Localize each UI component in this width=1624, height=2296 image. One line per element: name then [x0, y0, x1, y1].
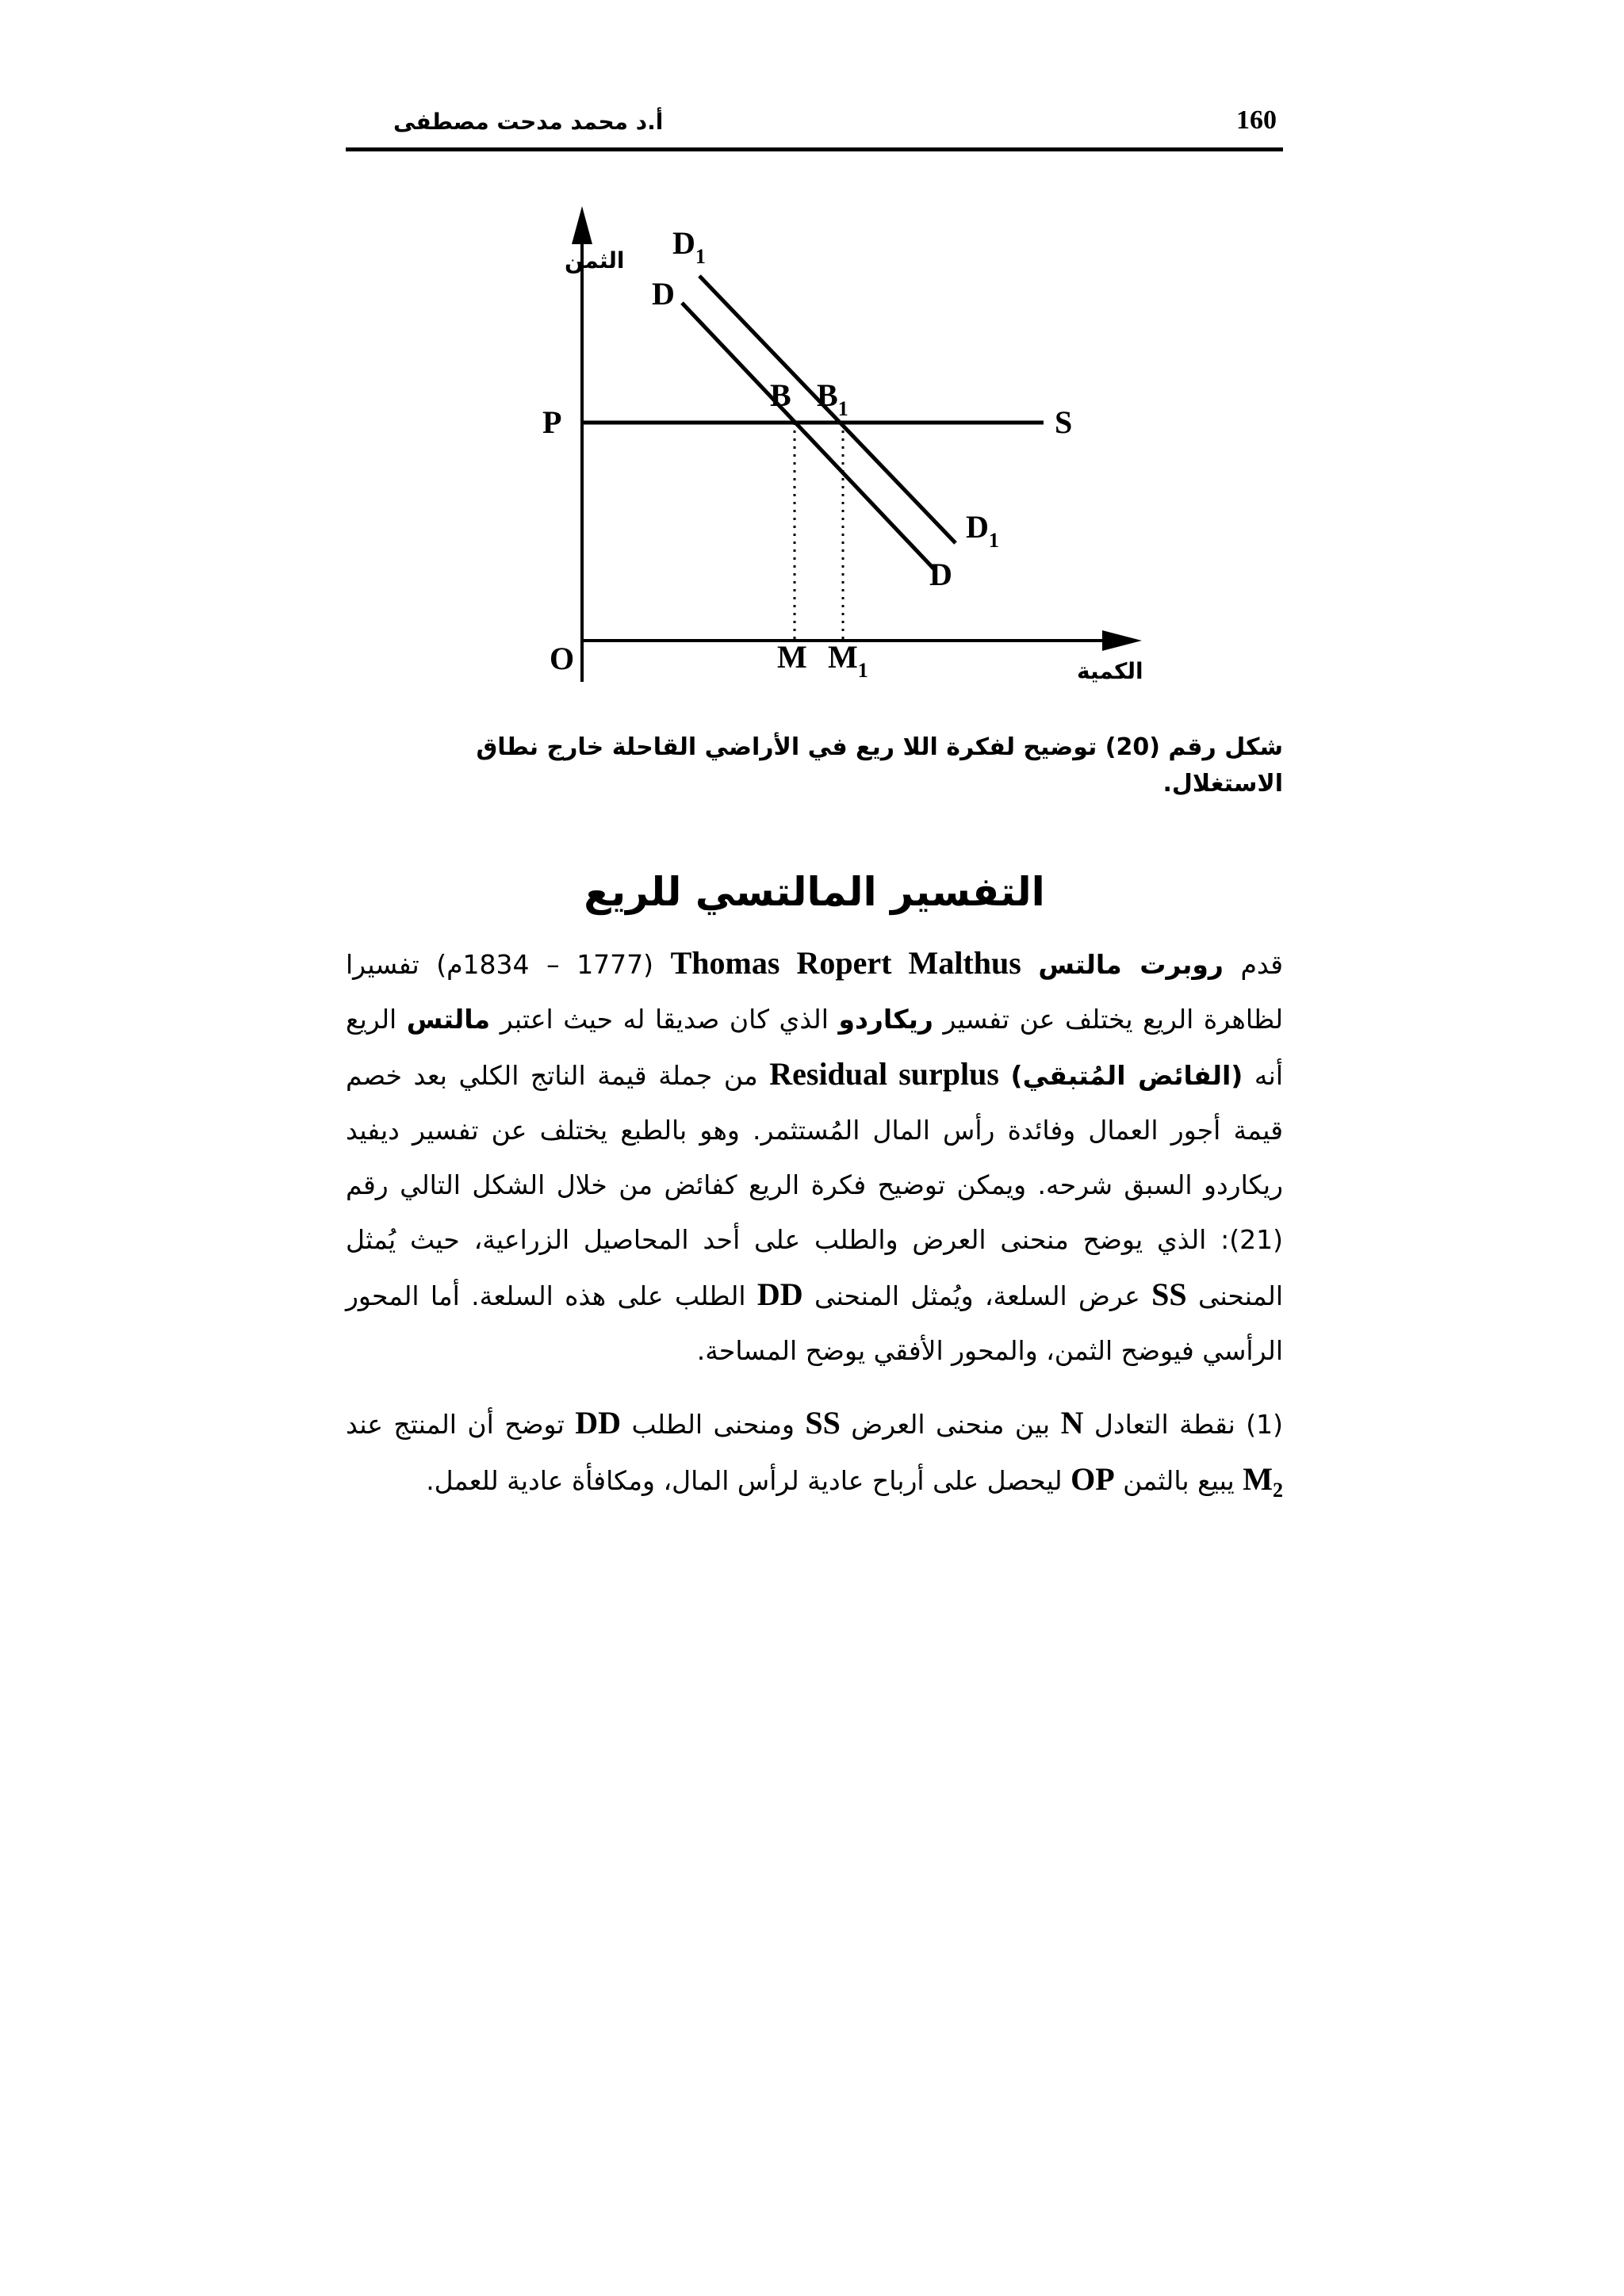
text-run: ومنحنى الطلب [621, 1409, 806, 1440]
term-m2-letter: M [1243, 1461, 1273, 1497]
label-b: B [770, 377, 791, 413]
label-origin: O [550, 641, 575, 676]
label-s: S [1055, 404, 1073, 440]
figure-svg [476, 206, 1189, 714]
text-run: الذي كان صديقا له حيث اعتبر [490, 1004, 839, 1035]
term-ss: SS [805, 1405, 841, 1441]
name-arabic: روبرت مالتس [1038, 949, 1224, 980]
text-run: تفسيرا لظاهرة الريع يختلف عن تفسير [346, 949, 1283, 1035]
y-axis-arrow [572, 206, 592, 244]
section-title: التفسير المالتسي للريع [584, 869, 1045, 915]
term-dd: DD [575, 1405, 622, 1441]
text-run: من جملة قيمة الناتج الكلي بعد خصم قيمة أجور العمال وفائدة رأس المال المُستثمر. وهو بالطبع يختلف عن تفسير ديفيد ريكاردو السبق شرحه. ويمكن توضيح فكرة الريع كفائض من خلال الشكل التالي رقم (21): الذي يوضح منحنى العرض والطلب على أحد المحاصيل الزراعية، حيث يُمثل المنحنى [346, 1060, 1283, 1311]
label-d-bottom: D [929, 557, 952, 592]
years: (1777 – 1834م) [419, 949, 671, 980]
label-d-top: D [652, 276, 675, 312]
x-axis-arrow [1102, 630, 1142, 651]
paragraph-1 [346, 936, 1283, 1378]
body-text [346, 936, 1283, 1517]
text-run: عرض السلعة، ويُمثل المنحنى [802, 1280, 1152, 1311]
term-ss: SS [1151, 1276, 1187, 1312]
text-run: الطلب على هذه السلعة. أما المحور الرأسي فيوضح الثمن، والمحور الأفقي يوضح المساحة. [346, 1280, 1283, 1366]
demand-line-d [682, 303, 936, 571]
label-m1: $M_1$ [828, 639, 868, 682]
label-d1-bottom: $D_1$ [966, 509, 999, 552]
author-name: أ.د محمد مدحت مصطفى [393, 109, 664, 135]
page-number: 160 [1236, 105, 1277, 135]
text-run: ليحصل على أرباح عادية لرأس المال، ومكافأة عادية للعمل. [426, 1465, 1071, 1496]
text-run: بين منحنى العرض [840, 1409, 1061, 1440]
text-run: (1) نقطة التعادل [1083, 1409, 1284, 1440]
x-axis-label: الكمية [1077, 658, 1143, 684]
term-n: N [1060, 1405, 1084, 1441]
term-dd: DD [756, 1276, 803, 1312]
name-english: Thomas Ropert Malthus [670, 945, 1021, 981]
name-ricardo: ريكاردو [838, 1004, 933, 1035]
page-header [346, 103, 1283, 151]
term-english: Residual surplus [769, 1056, 999, 1092]
name-malthus: مالتس [406, 1004, 491, 1035]
term-m2-subscript: 2 [1273, 1479, 1283, 1502]
label-b1: $B_1$ [817, 377, 848, 420]
term-op: OP [1071, 1461, 1115, 1497]
paragraph-2 [346, 1395, 1283, 1517]
text-run: يبيع بالثمن [1114, 1465, 1243, 1496]
label-d1-top: $D_1$ [672, 225, 706, 268]
supply-demand-figure [476, 206, 1189, 714]
label-p: P [542, 404, 562, 440]
text-run: الريع أنه [346, 1004, 1283, 1091]
text-run: قدم [1223, 949, 1283, 980]
text-run: توضح أن المنتج عند [346, 1409, 576, 1440]
figure-caption: شكل رقم (20) توضيح لفكرة اللا ريع في الأراضي القاحلة خارج نطاق الاستغلال. [476, 733, 1283, 798]
term-m2 [1243, 1461, 1283, 1502]
label-m: M [777, 639, 807, 675]
y-axis-label: الثمن [565, 247, 625, 274]
term-arabic: (الفائض المُتبقي) [1010, 1060, 1243, 1091]
